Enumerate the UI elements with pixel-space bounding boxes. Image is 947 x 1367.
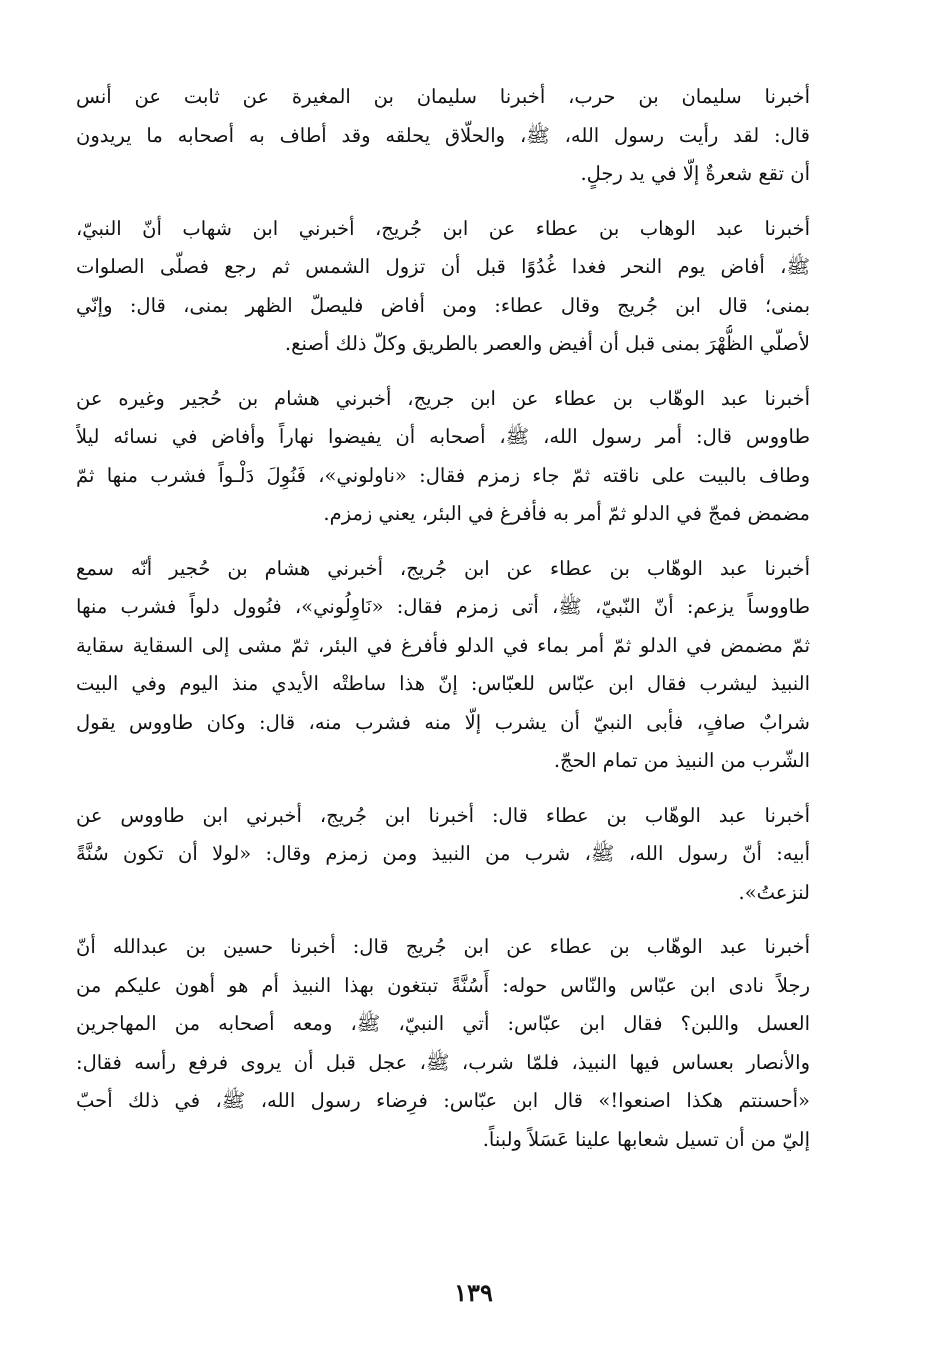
text-line: الشّرب من النبيذ من تمام الحجّ. [553, 749, 810, 772]
text-line: لنزعتُ». [738, 880, 810, 904]
text-line: شرابٌ صافٍ، فأبى النبيّ أن يشرب إلّا منه فشرب منه، قال: وكان طاووس يقول [76, 710, 810, 734]
text-line: بمنى؛ قال ابن جُريج وقال عطاء: ومن أفاض فليصلّ الظهر بمنى، قال: وإنّي [76, 293, 810, 317]
text-line: أخبرنا عبد الوهّاب بن عطاء قال: أخبرنا ابن جُريج، أخبرني ابن طاووس عن [76, 803, 810, 827]
text-line: النبيذ ليشرب فقال ابن عبّاس للعبّاس: إنّ هذا ساطتْه الأيدي منذ اليوم وفي البيت [76, 672, 810, 695]
text-line: أخبرنا عبد الوهاب بن عطاء عن ابن جُريج، أخبرني ابن شهاب أنّ النبيّ، [76, 216, 810, 240]
text-line: مضمض فمجّ في الدلو ثمّ أمر به فأفرغ في البئر، يعني زمزم. [323, 502, 810, 525]
text-line: ﷺ، أفاض يوم النحر فغدا غُدُوًا قبل أن تزول الشمس ثم رجع فصلّى الصلوات [76, 255, 810, 278]
text-line: أن تقع شعرةٌ إلّا في يد رجلٍ. [580, 162, 810, 185]
text-line: أخبرنا عبد الوهّاب بن عطاء عن ابن جريج، أخبرني هشام بن حُجير وغيره عن [76, 386, 810, 410]
paragraph [76, 928, 810, 1159]
text-line: «أحسنتم هكذا اصنعوا!» قال ابن عبّاس: فرِضاء رسول الله، ﷺ، في ذلك أحبّ [76, 1089, 810, 1112]
page-body [76, 78, 810, 1298]
text-line: رجلاً نادى ابن عبّاس والنّاس حوله: أَسُنَّةً تبتغون بهذا النبيذ أم هو أهون عليكم من [76, 973, 810, 997]
text-line: لأصلّي الظُّهْرَ بمنى قبل أن أفيض والعصر بالطريق وكلّ ذلك أصنع. [284, 332, 810, 355]
paragraph [76, 78, 810, 194]
paragraph [76, 380, 810, 534]
text-line: وطاف بالبيت على ناقته ثمّ جاء زمزم فقال: «ناولوني»، فَنُوِلَ دَلْـواً فشرب منها ثمّ [76, 463, 810, 487]
text-line: والأنصار بعساس فيها النبيذ، فلمّا شرب، ﷺ، عجل قبل أن يروى فرفع رأسه فقال: [76, 1050, 810, 1074]
text-line: قال: لقد رأيت رسول الله، ﷺ، والحلّاق يحلقه وقد أطاف به أصحابه ما يريدون [76, 123, 810, 147]
text-line: طاووساً يزعم: أنّ النّبيّ، ﷺ، أتى زمزم فقال: «نَاوِلُوني»، فنُوول دلواً فشرب منها [76, 595, 810, 618]
text-line: أخبرنا عبد الوهّاب بن عطاء عن ابن جُريج قال: أخبرنا حسين بن عبدالله أنّ [76, 935, 810, 958]
text-line: أخبرنا عبد الوهّاب بن عطاء عن ابن جُريج، أخبرني هشام بن حُجير أنّه سمع [76, 556, 810, 580]
text-line: إليّ من أن تسيل شعابها علينا عَسَلاً ولبناً. [482, 1127, 810, 1151]
paragraph [76, 210, 810, 364]
paragraph [76, 797, 810, 913]
text-line: أخبرنا سليمان بن حرب، أخبرنا سليمان بن المغيرة عن ثابت عن أنس [76, 85, 810, 108]
page-number: ١٣٩ [454, 1278, 493, 1307]
paragraph [76, 550, 810, 781]
text-line: العسل واللبن؟ فقال ابن عبّاس: أتي النبيّ، ﷺ، ومعه أصحابه من المهاجرين [76, 1012, 810, 1035]
text-line: ثمّ مضمض في الدلو ثمّ أمر بماء في الدلو فأفرغ في البئر، ثمّ مشى إلى السقاية سقاية [76, 633, 810, 657]
text-line: طاووس قال: أمر رسول الله، ﷺ، أصحابه أن يفيضوا نهاراً وأفاض في نسائه ليلاً [76, 425, 810, 448]
text-line: أبيه: أنّ رسول الله، ﷺ، شرب من النبيذ ومن زمزم وقال: «لولا أن تكون سُنَّةً [76, 842, 810, 865]
